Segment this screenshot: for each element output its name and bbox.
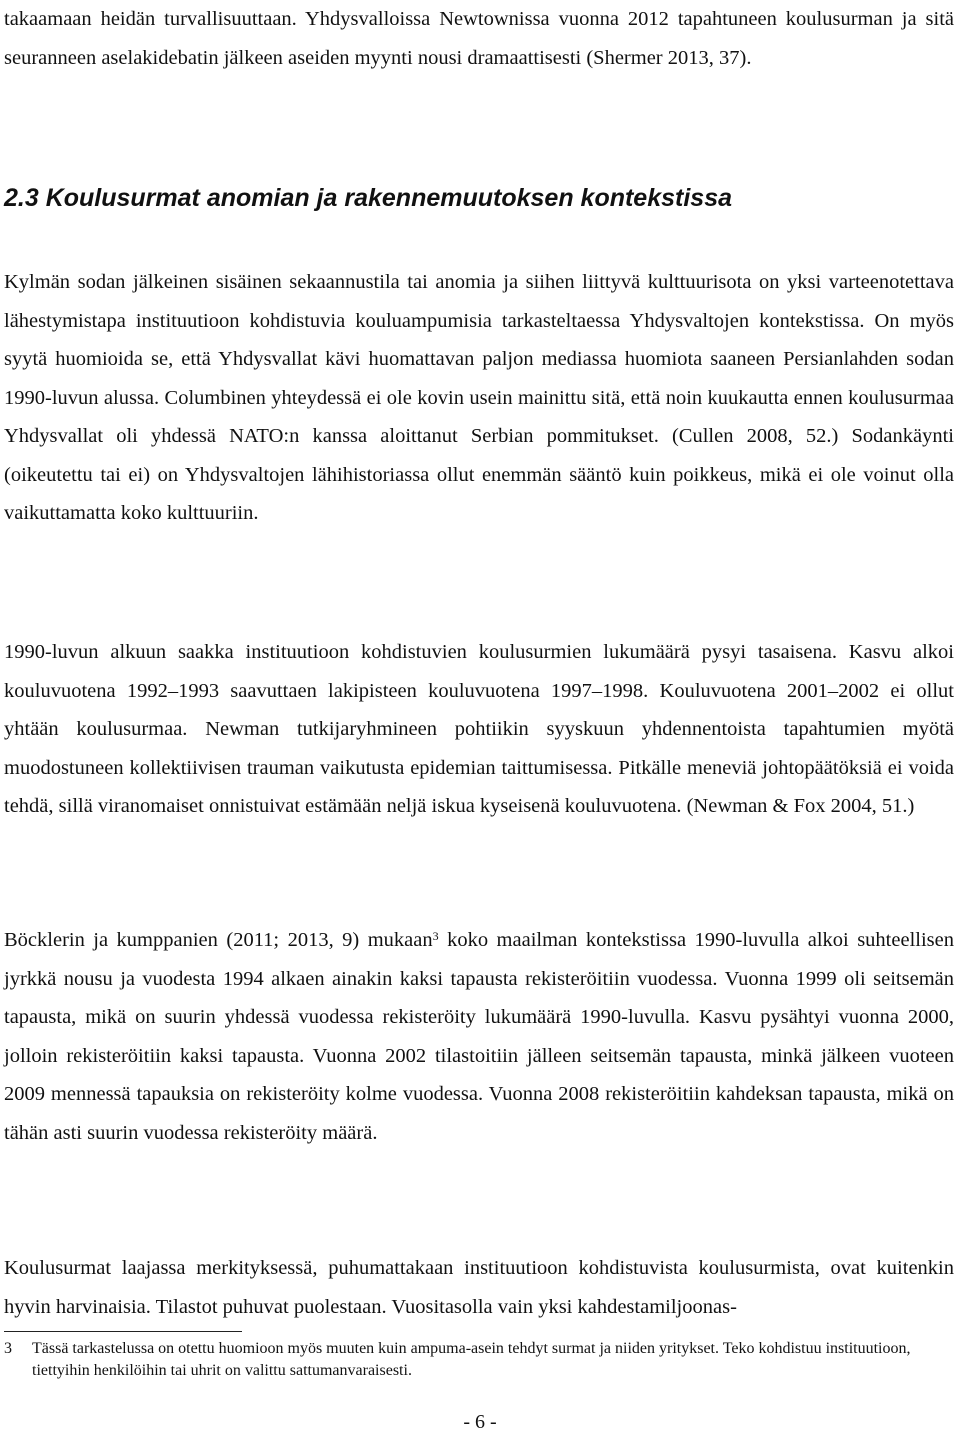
paragraph-3-text-rest: koko maailman kontekstissa 1990-luvulla alkoi suhteellisen jyrkkä nousu ja vuodesta 1994 alkaen ainakin kaksi tapausta rekisteröitiin vuodessa. Vuonna 1999 oli seitsemän tapausta, mikä on suurin yhdessä vuodessa rekisteröity lukumäärä 1990-luvulla. Kasvu pysähtyi vuonna 2000, jolloin rekisteröitiin kaksi tapausta. Vuonna 2002 tilastoitiin jälleen seitsemän tapausta, minkä jälkeen vuoteen 2009 mennessä tapauksia on rekisteröity kolme vuodessa. Vuonna 2008 rekisteröitiin kahdeksan tapausta, mikä on tähän asti suurin vuodessa rekisteröity määrä. (4, 929, 954, 1144)
page-number: - 6 - (463, 1411, 497, 1433)
paragraph-1: Kylmän sodan jälkeinen sisäinen sekaannustila tai anomia ja siihen liittyvä kulttuurisota on yksi varteenotettava lähestymistapa instituutioon kohdistuvia kouluampumisia tarkasteltaessa Yhdysvaltojen kontekstissa. On myös syytä huomioida se, että Yhdysvallat kävi huomattavan paljon mediassa huomiota saaneen Persianlahden sodan 1990-luvun alussa. Columbinen yhteydessä ei ole kovin usein mainittu sitä, että noin kuukautta ennen koulusurmaa Yhdysvallat oli yhdessä NATO:n kanssa aloittanut Serbian pommitukset. (Cullen 2008, 52.) Sodankäynti (oikeutettu tai ei) on Yhdysvaltojen lähihistoriassa ollut enemmän sääntö kuin poikkeus, mikä ei ole voinut olla vaikuttamatta koko kulttuuriin. (4, 271, 954, 524)
footnote-separator (4, 1331, 242, 1332)
paragraph-4: Koulusurmat laajassa merkityksessä, puhumattakaan instituutioon kohdistuvista koulusurmista, ovat kuitenkin hyvin harvinaisia. Tilastot puhuvat puolestaan. Vuositasolla vain yksi kahdestamiljoonas- (4, 1257, 954, 1318)
intro-paragraph: takaamaan heidän turvallisuuttaan. Yhdysvalloissa Newtownissa vuonna 2012 tapahtuneen koulusurman ja sitä seuranneen aselakidebatin jälkeen aseiden myynti nousi dramaattisesti (Shermer 2013, 37). (4, 8, 954, 69)
footnote-text: Tässä tarkastelussa on otettu huomioon myös muuten kuin ampuma-asein tehdyt surmat ja niiden yritykset. Teko kohdistuu instituutioon, tiettyihin henkilöihin tai uhrit on valittu sattumanvaraisesti. (32, 1340, 911, 1379)
footnote-marker: 3 (432, 929, 439, 943)
paragraph-3-text-start: Böcklerin ja kumppanien (2011; 2013, 9) mukaan (4, 929, 433, 951)
footnote-number: 3 (4, 1340, 12, 1357)
paragraph-2: 1990-luvun alkuun saakka instituutioon kohdistuvien koulusurmien lukumäärä pysyi tasaisena. Kasvu alkoi kouluvuotena 1992–1993 saavuttaen lakipisteen kouluvuotena 1997–1998. Kouluvuotena 2001–2002 ei ollut yhtään koulusurmaa. Newman tutkijaryhmineen pohtiikin syyskuun yhdennentoista tapahtumien myötä muodostuneen kollektiivisen trauman vaikutusta epidemian taittumisessa. Pitkälle meneviä johtopäätöksiä ei voida tehdä, sillä viranomaiset onnistuivat estämään neljä iskua kyseisenä kouluvuotena. (Newman & Fox 2004, 51.) (4, 641, 954, 817)
paragraph-3 (4, 921, 954, 1152)
section-heading: 2.3 Koulusurmat anomian ja rakennemuutoksen kontekstissa (4, 184, 733, 212)
